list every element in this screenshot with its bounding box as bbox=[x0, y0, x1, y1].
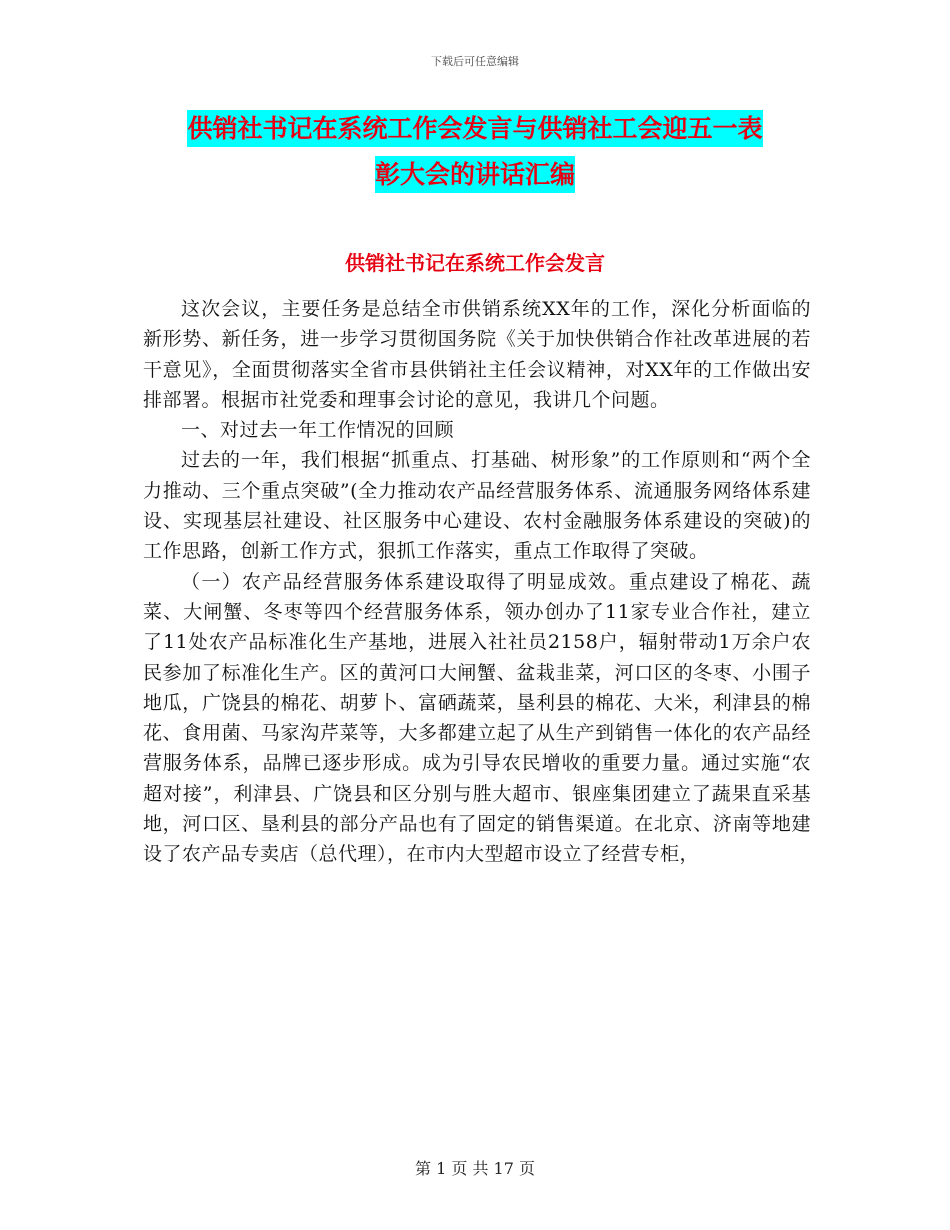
page-footer: 第 1 页 共 17 页 bbox=[415, 1159, 535, 1178]
paragraph-heading-review: 一、对过去一年工作情况的回顾 bbox=[181, 419, 455, 442]
document-title-line-2: 彰大会的讲话汇编 bbox=[375, 156, 575, 193]
paragraph-past-year: 过去的一年，我们根据“抓重点、打基础、树形象”的工作原则和“两个全力推动、三个重点突破”(全力推动农产品经营服务体系、流通服务网络体系建设、实现基层社建设、社区服务中心建设、农村金融服务体系建设的突破)的工作思路，创新工作方式，狠抓工作落实，重点工作取得了突破。 bbox=[143, 449, 811, 563]
document-body bbox=[143, 294, 811, 870]
paragraph-agri-system: （一）农产品经营服务体系建设取得了明显成效。重点建设了棉花、蔬菜、大闸蟹、冬枣等四个经营服务体系，领办创办了11家专业合作社，建立了11处农产品标准化生产基地，进展入社社员2158户，辐射带动1万余户农民参加了标准化生产。区的黄河口大闸蟹、盆栽韭菜，河口区的冬枣、小围子地瓜，广饶县的棉花、胡萝卜、富硒蔬菜，垦利县的棉花、大米，利津县的棉花、食用菌、马家沟芹菜等，大多都建立起了从生产到销售一体化的农产品经营服务体系，品牌已逐步形成。成为引导农民增收的重要力量。通过实施“农超对接”，利津县、广饶县和区分别与胜大超市、银座集团建立了蔬果直采基地，河口区、垦利县的部分产品也有了固定的销售渠道。在北京、济南等地建设了农产品专卖店（总代理），在市内大型超市设立了经营专柜， bbox=[143, 570, 811, 866]
document-title-line-1: 供销社书记在系统工作会发言与供销社工会迎五一表 bbox=[187, 110, 762, 147]
paragraph-intro: 这次会议，主要任务是总结全市供销系统XX年的工作，深化分析面临的新形势、新任务，进一步学习贯彻国务院《关于加快供销合作社改革进展的若干意见》，全面贯彻落实全省市县供销社主任会议精神，对XX年的工作做出安排部署。根据市社党委和理事会讨论的意见，我讲几个问题。 bbox=[143, 298, 811, 411]
header-note: 下载后可任意编辑 bbox=[431, 55, 519, 68]
document-title bbox=[140, 106, 810, 198]
section-title: 供销社书记在系统工作会发言 bbox=[345, 251, 605, 275]
